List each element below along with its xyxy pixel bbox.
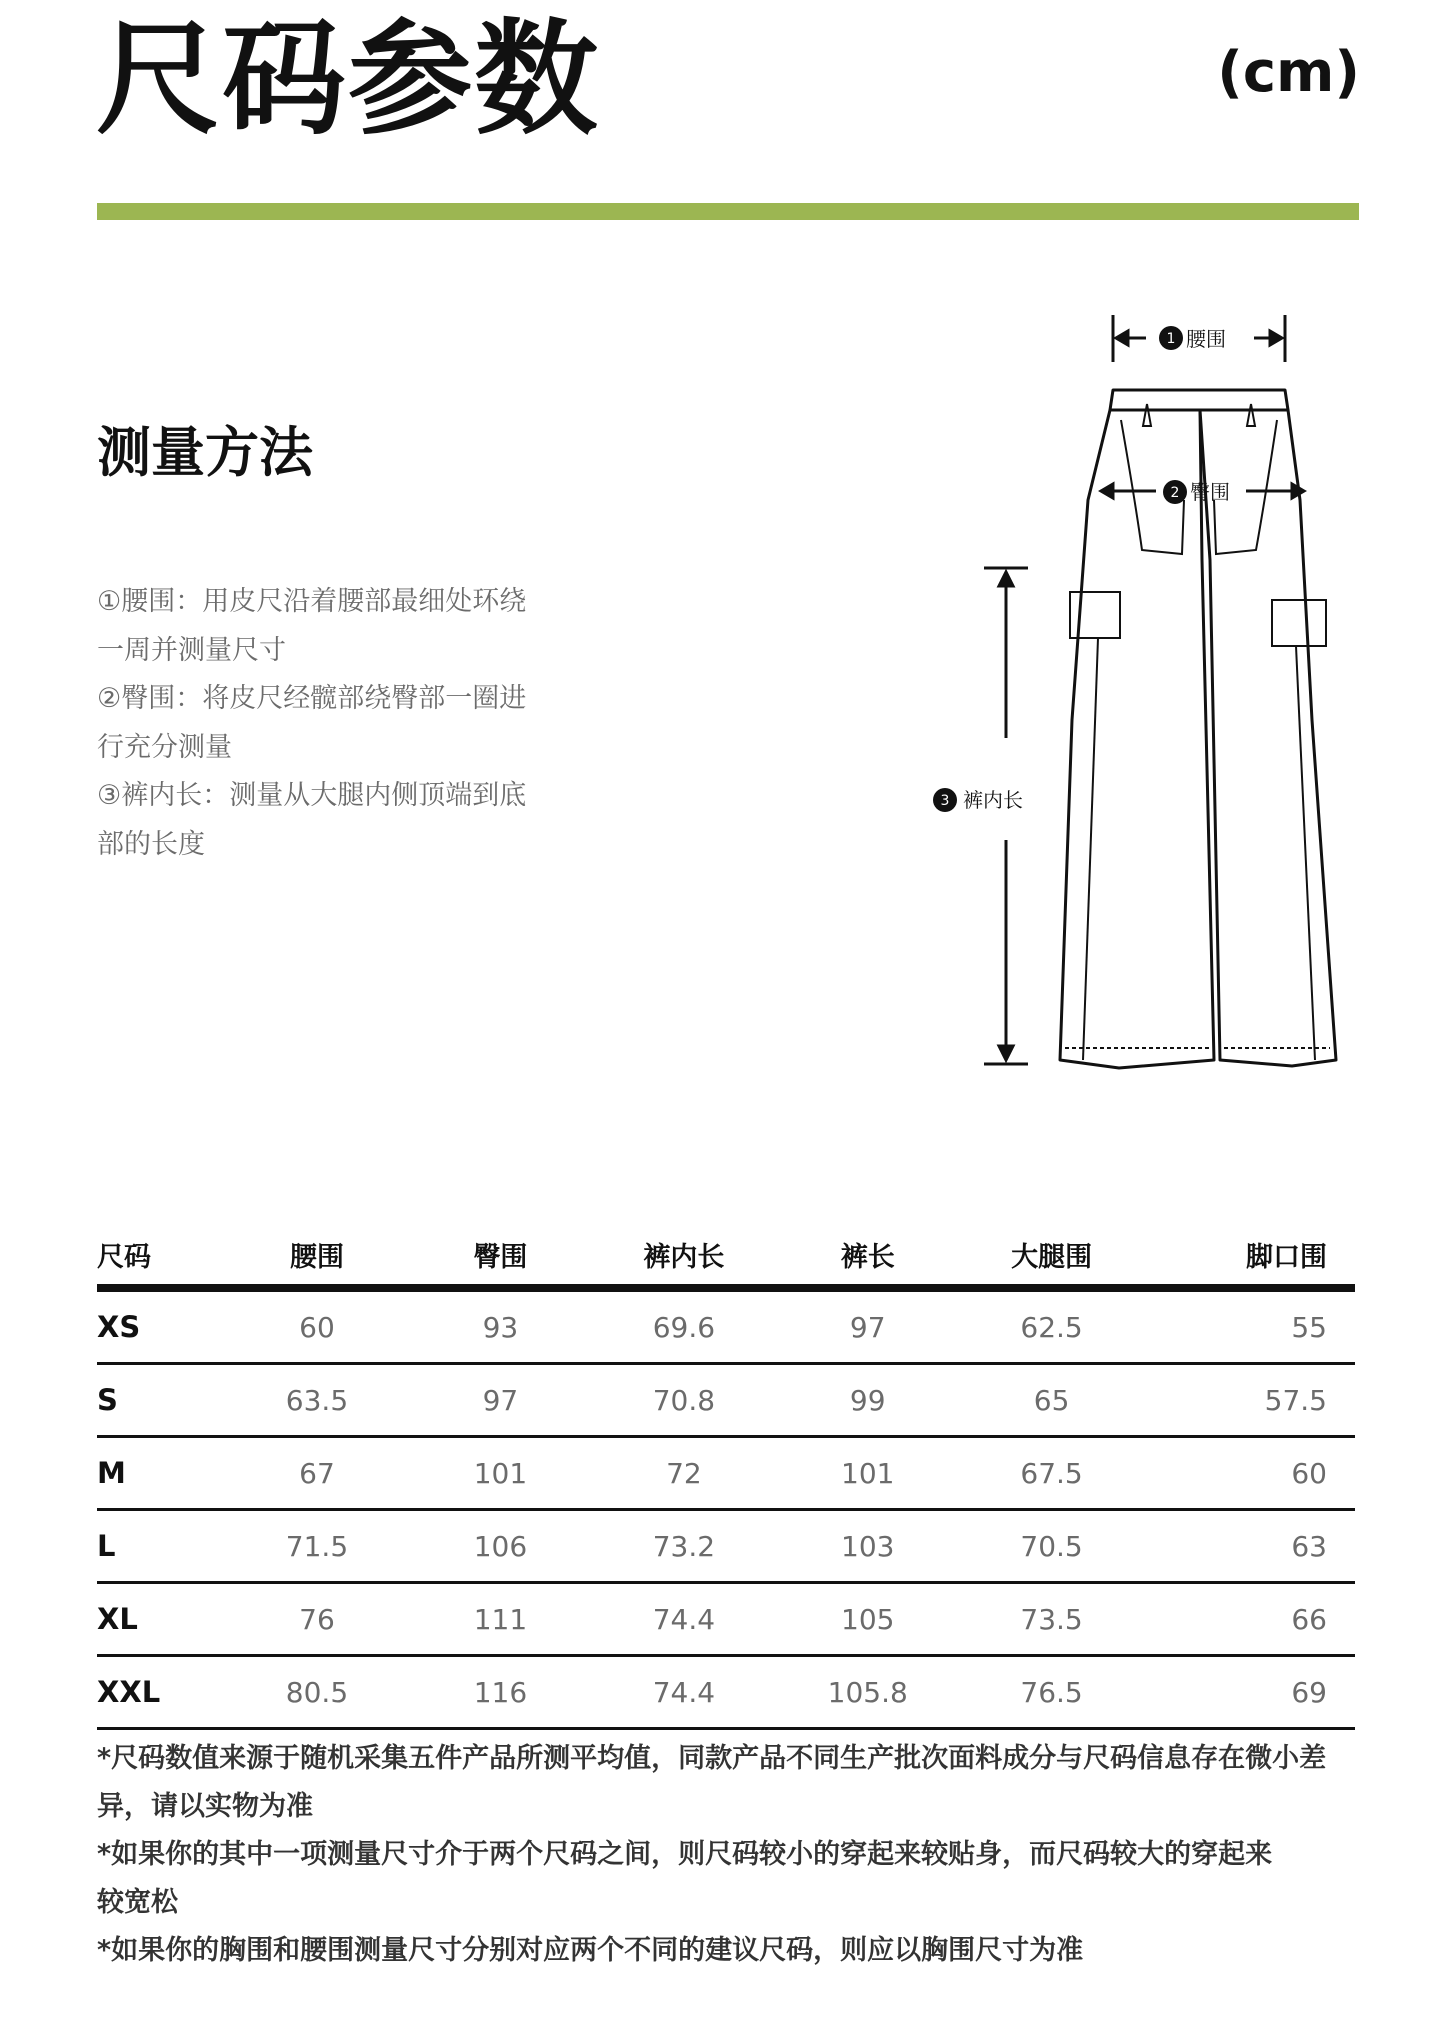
table-cell: 103 <box>776 1510 960 1583</box>
footnote-line: *如果你的其中一项测量尺寸介于两个尺码之间，则尺码较小的穿起来较贴身，而尺码较大的穿起来 <box>97 1839 1273 1870</box>
table-header-row <box>97 1222 1355 1288</box>
size-cell: M <box>97 1437 225 1510</box>
accent-divider <box>97 203 1359 220</box>
table-cell: 73.5 <box>960 1583 1144 1656</box>
table-cell: 74.4 <box>592 1656 776 1729</box>
hip-number: 2 <box>1170 485 1180 501</box>
table-row <box>97 1364 1355 1437</box>
table-cell: 97 <box>409 1364 592 1437</box>
table-cell: 101 <box>776 1437 960 1510</box>
size-cell: S <box>97 1364 225 1437</box>
method-description <box>97 578 557 869</box>
table-row <box>97 1437 1355 1510</box>
size-cell: XL <box>97 1583 225 1656</box>
table-cell: 65 <box>960 1364 1144 1437</box>
method-line: 行充分测量 <box>97 731 232 763</box>
col-header-hip: 臀围 <box>409 1222 592 1288</box>
table-cell: 66 <box>1143 1583 1355 1656</box>
table-cell: 101 <box>409 1437 592 1510</box>
table-cell: 71.5 <box>225 1510 409 1583</box>
table-cell: 74.4 <box>592 1583 776 1656</box>
size-cell: XXL <box>97 1656 225 1729</box>
col-header-hem: 脚口围 <box>1143 1222 1355 1288</box>
table-cell: 72 <box>592 1437 776 1510</box>
table-cell: 70.5 <box>960 1510 1144 1583</box>
table-row <box>97 1510 1355 1583</box>
table-row <box>97 1656 1355 1729</box>
col-header-inseam: 裤内长 <box>592 1222 776 1288</box>
table-cell: 63 <box>1143 1510 1355 1583</box>
table-cell: 105 <box>776 1583 960 1656</box>
table-cell: 97 <box>776 1288 960 1364</box>
table-cell: 63.5 <box>225 1364 409 1437</box>
waist-number: 1 <box>1166 331 1176 347</box>
table-row <box>97 1288 1355 1364</box>
footnote-line: 较宽松 <box>97 1887 178 1918</box>
col-header-length: 裤长 <box>776 1222 960 1288</box>
col-header-thigh: 大腿围 <box>960 1222 1144 1288</box>
table-cell: 111 <box>409 1583 592 1656</box>
table-cell: 57.5 <box>1143 1364 1355 1437</box>
unit-label: (cm) <box>1217 40 1360 105</box>
table-cell: 60 <box>225 1288 409 1364</box>
method-line: ①腰围：用皮尺沿着腰部最细处环绕 <box>97 586 527 617</box>
table-cell: 67.5 <box>960 1437 1144 1510</box>
method-line: ③裤内长：测量从大腿内侧顶端到底 <box>97 780 527 811</box>
inseam-number: 3 <box>940 793 950 809</box>
pants-measurement-diagram <box>920 300 1380 1120</box>
table-cell: 69 <box>1143 1656 1355 1729</box>
table-cell: 106 <box>409 1510 592 1583</box>
table-cell: 80.5 <box>225 1656 409 1729</box>
footnote-line: 异，请以实物为准 <box>97 1791 313 1822</box>
table-cell: 93 <box>409 1288 592 1364</box>
col-header-waist: 腰围 <box>225 1222 409 1288</box>
method-line: ②臀围：将皮尺经髋部绕臀部一圈进 <box>97 683 527 714</box>
size-table <box>97 1222 1355 1730</box>
table-cell: 70.8 <box>592 1364 776 1437</box>
table-cell: 76 <box>225 1583 409 1656</box>
page-title: 尺码参数 <box>96 8 601 152</box>
table-cell: 116 <box>409 1656 592 1729</box>
table-cell: 60 <box>1143 1437 1355 1510</box>
size-cell: XS <box>97 1288 225 1364</box>
table-cell: 67 <box>225 1437 409 1510</box>
table-cell: 105.8 <box>776 1656 960 1729</box>
footnote-line: *如果你的胸围和腰围测量尺寸分别对应两个不同的建议尺码，则应以胸围尺寸为准 <box>97 1935 1084 1966</box>
hip-label: 臀围 <box>1190 480 1230 504</box>
method-line: 部的长度 <box>97 828 205 860</box>
size-cell: L <box>97 1510 225 1583</box>
waist-label: 腰围 <box>1186 327 1226 351</box>
method-heading: 测量方法 <box>97 421 313 484</box>
method-line: 一周并测量尺寸 <box>97 634 286 666</box>
table-cell: 69.6 <box>592 1288 776 1364</box>
col-header-size: 尺码 <box>97 1222 225 1288</box>
inseam-label: 裤内长 <box>963 788 1023 812</box>
table-cell: 99 <box>776 1364 960 1437</box>
table-cell: 62.5 <box>960 1288 1144 1364</box>
table-cell: 55 <box>1143 1288 1355 1364</box>
inseam-dimension <box>984 568 1028 1064</box>
table-cell: 76.5 <box>960 1656 1144 1729</box>
table-row <box>97 1583 1355 1656</box>
footnotes <box>97 1735 1362 1975</box>
table-cell: 73.2 <box>592 1510 776 1583</box>
footnote-line: *尺码数值来源于随机采集五件产品所测平均值，同款产品不同生产批次面料成分与尺码信息存在微小差 <box>97 1743 1327 1774</box>
